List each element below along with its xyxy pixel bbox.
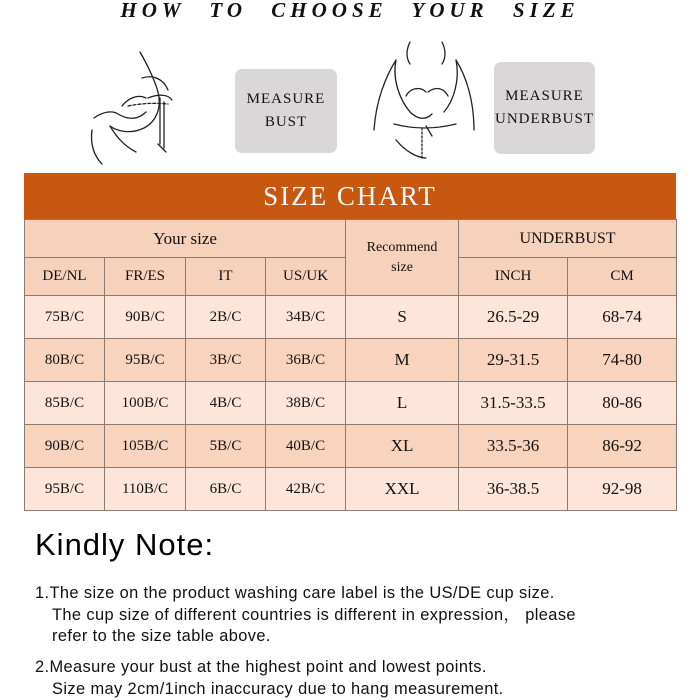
cell-fr-es: 95B/C (105, 339, 186, 382)
cell-inch: 31.5-33.5 (459, 382, 568, 425)
col-header-de-nl: DE/NL (25, 258, 105, 296)
cell-fr-es: 100B/C (105, 382, 186, 425)
cell-us-uk: 34B/C (266, 296, 346, 339)
underbust-measure-figure-icon (366, 40, 478, 164)
cell-inch: 33.5-36 (459, 425, 568, 468)
measure-underbust-line-2: UNDERBUST (494, 111, 594, 127)
cell-us-uk: 42B/C (266, 468, 346, 511)
cell-de-nl: 85B/C (25, 382, 105, 425)
cell-inch: 29-31.5 (459, 339, 568, 382)
size-chart (24, 173, 676, 511)
measure-bust-label (235, 69, 337, 153)
size-table (24, 219, 677, 511)
col-header-us-uk: US/UK (266, 258, 346, 296)
note-1-line-1: 1.The size on the product washing care label is the US/DE cup size. (35, 584, 555, 602)
measure-bust-line-1: MEASURE (246, 91, 326, 107)
bust-measure-figure-icon (88, 48, 208, 166)
col-header-inch: INCH (459, 258, 568, 296)
table-row (25, 382, 677, 425)
cell-size: S (346, 296, 459, 339)
cell-cm: 86-92 (568, 425, 677, 468)
note-1-line-2: The cup size of different countries is different in expression， please (52, 605, 576, 624)
size-chart-title: SIZE CHART (24, 173, 676, 219)
cell-it: 4B/C (186, 382, 266, 425)
recommend-size-header (346, 220, 459, 296)
cell-it: 5B/C (186, 425, 266, 468)
cell-de-nl: 95B/C (25, 468, 105, 511)
cell-de-nl: 80B/C (25, 339, 105, 382)
table-row (25, 339, 677, 382)
cell-fr-es: 110B/C (105, 468, 186, 511)
cell-us-uk: 36B/C (266, 339, 346, 382)
cell-de-nl: 90B/C (25, 425, 105, 468)
your-size-header-text: Your size (153, 228, 217, 248)
kindly-note-heading: Kindly Note: (35, 527, 215, 562)
col-header-fr-es: FR/ES (105, 258, 186, 296)
underbust-header-text: UNDERBUST (519, 229, 616, 247)
recommend-header-line-1: Recommend (366, 239, 438, 255)
underbust-header (459, 220, 677, 258)
cell-fr-es: 90B/C (105, 296, 186, 339)
table-row (25, 296, 677, 339)
cell-us-uk: 38B/C (266, 382, 346, 425)
page-title: HOW TO CHOOSE YOUR SIZE (120, 0, 580, 22)
measure-underbust-label (494, 62, 595, 154)
note-item-2 (35, 657, 504, 700)
cell-size: M (346, 339, 459, 382)
cell-cm: 80-86 (568, 382, 677, 425)
note-item-1 (35, 583, 576, 648)
your-size-header (25, 220, 346, 258)
note-2-line-1: 2.Measure your bust at the highest point and lowest points. (35, 658, 487, 676)
cell-inch: 36-38.5 (459, 468, 568, 511)
cell-inch: 26.5-29 (459, 296, 568, 339)
cell-cm: 68-74 (568, 296, 677, 339)
cell-fr-es: 105B/C (105, 425, 186, 468)
note-1-line-3: refer to the size table above. (52, 627, 271, 645)
cell-cm: 74-80 (568, 339, 677, 382)
col-header-it: IT (186, 258, 266, 296)
cell-size: L (346, 382, 459, 425)
cell-size: XXL (346, 468, 459, 511)
measure-bust-line-2: BUST (264, 114, 308, 130)
cell-it: 2B/C (186, 296, 266, 339)
cell-cm: 92-98 (568, 468, 677, 511)
cell-de-nl: 75B/C (25, 296, 105, 339)
cell-us-uk: 40B/C (266, 425, 346, 468)
cell-size: XL (346, 425, 459, 468)
cell-it: 6B/C (186, 468, 266, 511)
cell-it: 3B/C (186, 339, 266, 382)
note-2-line-2: Size may 2cm/1inch inaccuracy due to hang measurement. (52, 679, 504, 698)
table-row (25, 468, 677, 511)
measure-underbust-line-1: MEASURE (505, 88, 584, 104)
recommend-header-line-2: size (391, 259, 413, 275)
col-header-cm: CM (568, 258, 677, 296)
table-row (25, 425, 677, 468)
